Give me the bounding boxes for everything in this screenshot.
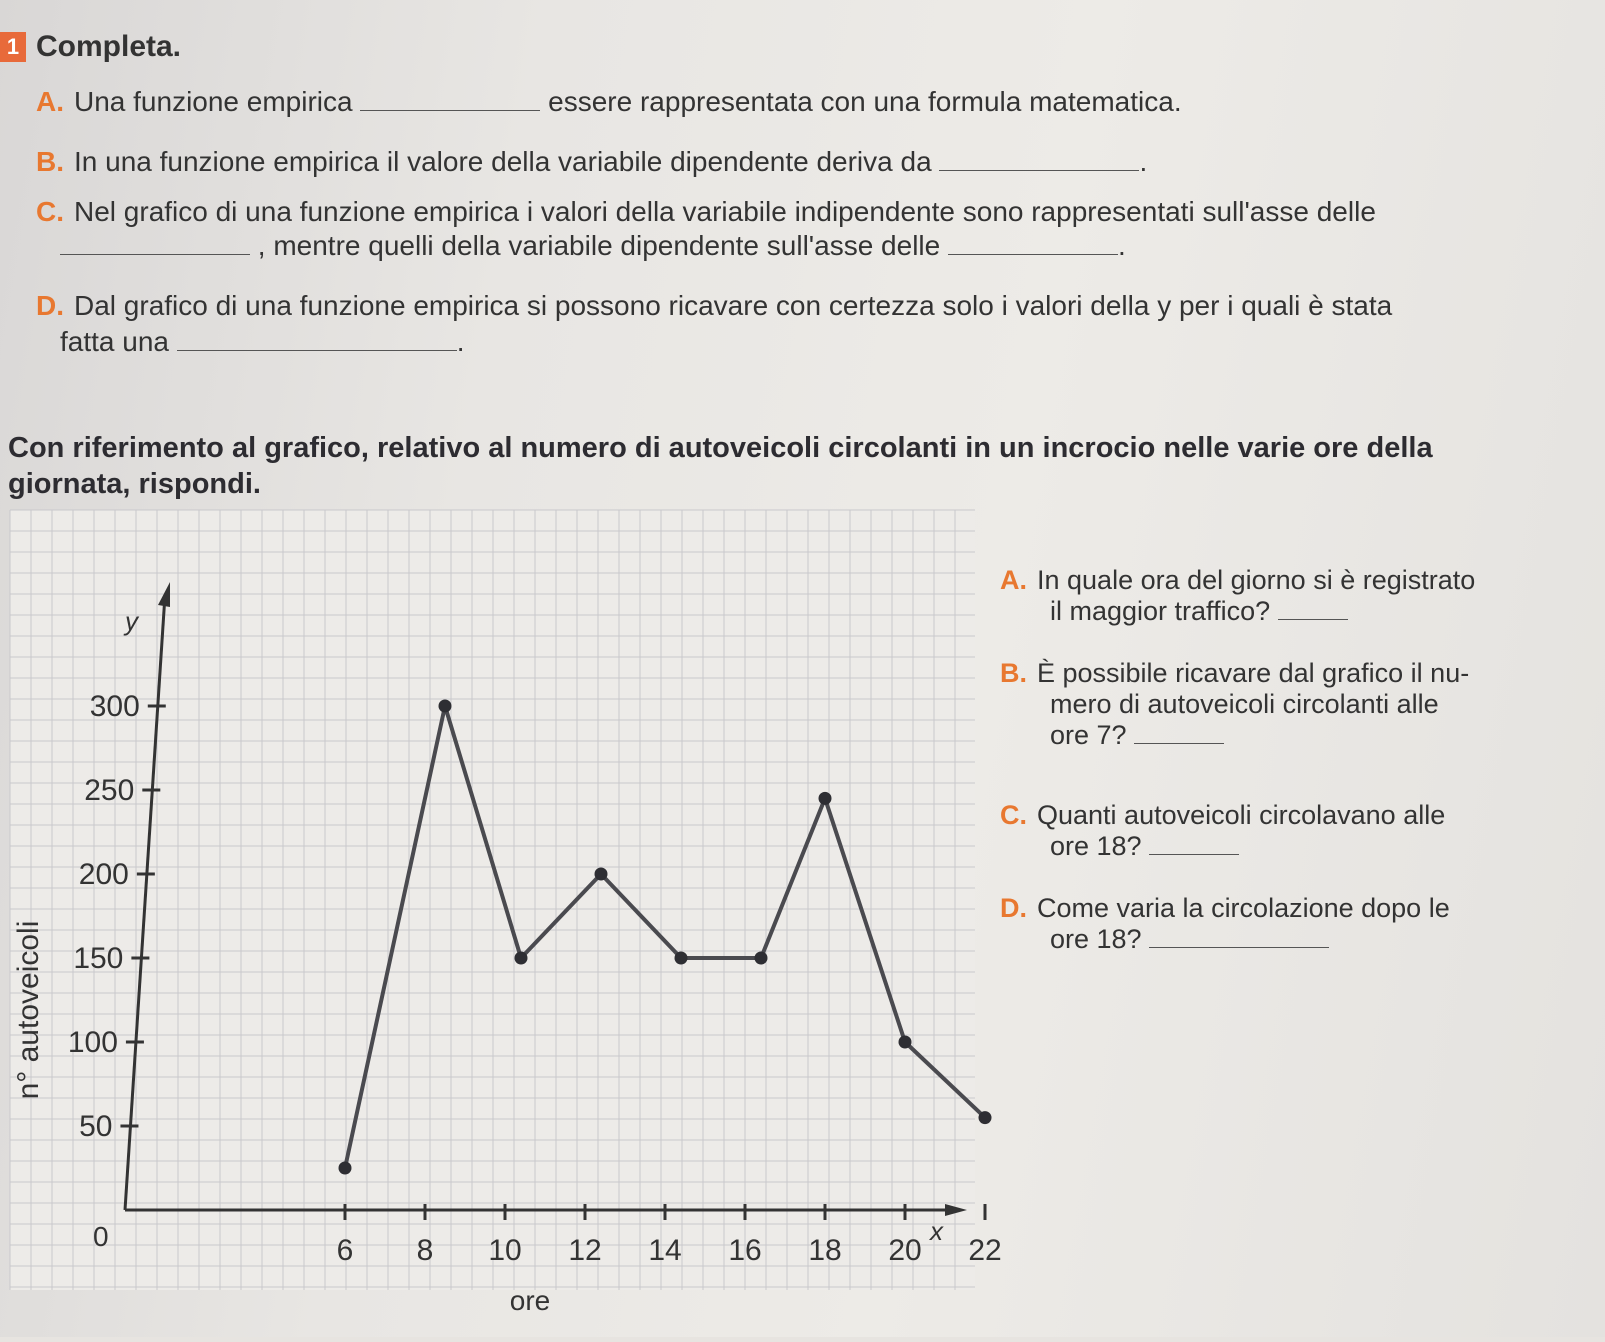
data-point: [515, 952, 528, 965]
y-tick-label: 100: [67, 1026, 118, 1059]
data-point: [675, 952, 688, 965]
x-tick-label: 16: [728, 1234, 762, 1267]
data-point: [439, 700, 452, 713]
completion-item-b: B. In una funzione empirica il valore della variabile dipendente deriva da .: [36, 146, 1148, 177]
side-question-a: A. In quale ora del giorno si è registrato il maggior traffico?: [1000, 565, 1476, 626]
y-tick-label: 150: [73, 942, 124, 975]
data-point: [755, 952, 768, 965]
completion-item-c: C. Nel grafico di una funzione empirica i valori della variabile indipendente sono rappresentati sull'asse delle: [36, 196, 1376, 227]
data-point: [819, 792, 832, 805]
x-tick-label: 18: [808, 1234, 842, 1267]
x-tick-label: 20: [888, 1234, 922, 1267]
answer-blank-side-d[interactable]: [1149, 946, 1329, 948]
exercise-number: 1: [0, 32, 26, 62]
answer-blank-side-b[interactable]: [1134, 742, 1224, 744]
data-point: [979, 1111, 992, 1124]
x-tick-label: 8: [416, 1234, 434, 1267]
x-axis-label: ore: [509, 1285, 551, 1316]
answer-blank-c1[interactable]: [60, 253, 250, 255]
answer-blank-b[interactable]: [939, 169, 1139, 171]
x-tick-label: 14: [648, 1234, 682, 1267]
x-tick-label: 12: [568, 1234, 602, 1267]
answer-blank-c2[interactable]: [948, 253, 1118, 255]
traffic-line-chart: [0, 500, 1005, 1337]
y-axis-letter: y: [125, 606, 138, 636]
y-tick-label: 300: [89, 690, 140, 723]
side-question-d: D. Come varia la circolazione dopo le ore 18?: [1000, 893, 1450, 954]
answer-blank-d[interactable]: [177, 349, 457, 351]
y-tick-label: 50: [79, 1110, 113, 1143]
section-title: Con riferimento al grafico, relativo al numero di autoveicoli circolanti in un incrocio nelle varie ore della giornata, rispondi.: [8, 432, 1433, 500]
origin-label: 0: [93, 1221, 109, 1252]
y-tick-label: 200: [78, 858, 129, 891]
data-point: [595, 868, 608, 881]
x-tick-label: 22: [968, 1234, 1002, 1267]
side-question-c: C. Quanti autoveicoli circolavano alle ore 18?: [1000, 800, 1446, 861]
answer-blank-side-a[interactable]: [1278, 618, 1348, 620]
y-tick-label: 250: [84, 774, 135, 807]
chart-area: [0, 500, 1005, 1337]
completion-item-c-cont: , mentre quelli della variabile dipendente sull'asse delle .: [60, 230, 1126, 262]
exercise-title: Completa.: [36, 30, 182, 63]
y-axis-label: n° autoveicoli: [12, 920, 45, 1100]
data-point: [899, 1036, 912, 1049]
completion-item-a: A. Una funzione empirica essere rappresentata con una formula matematica.: [36, 86, 1182, 117]
x-tick-label: 6: [336, 1234, 354, 1267]
x-tick-label: 10: [488, 1234, 522, 1267]
data-point: [339, 1162, 352, 1175]
completion-item-d: D. Dal grafico di una funzione empirica si possono ricavare con certezza solo i valori della y per i quali è stata: [36, 290, 1393, 321]
completion-item-d-cont: fatta una .: [60, 326, 465, 357]
answer-blank-side-c[interactable]: [1149, 853, 1239, 855]
side-question-b: B. È possibile ricavare dal grafico il nu- mero di autoveicoli circolanti alle ore 7?: [1000, 658, 1470, 750]
x-axis-letter: x: [930, 1216, 943, 1246]
answer-blank-a[interactable]: [360, 109, 540, 111]
